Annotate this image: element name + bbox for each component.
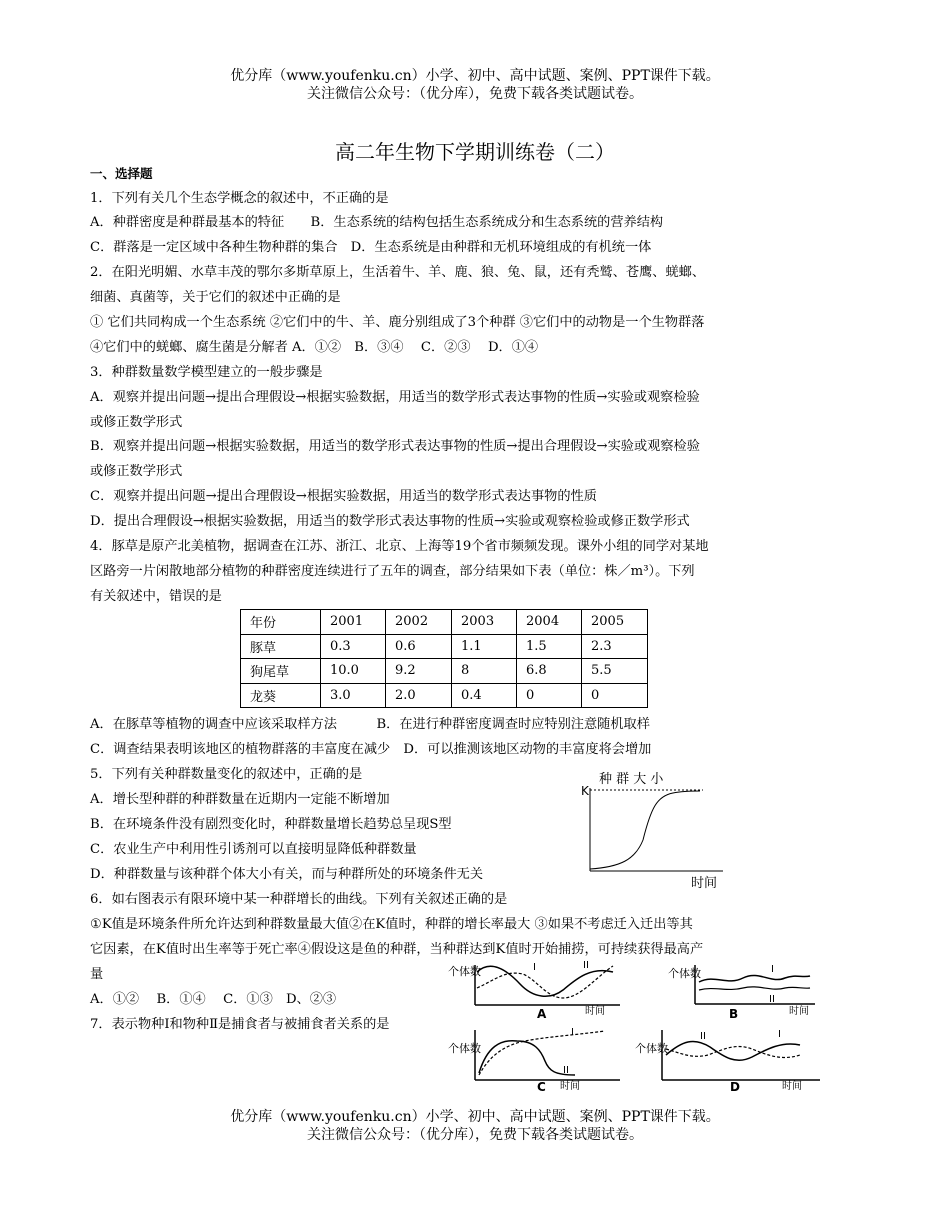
table-row [241, 683, 648, 708]
q6-statement-3: 量 [90, 967, 104, 982]
q3-option-a-2: 或修正数学形式 [90, 415, 183, 430]
curve-species-1 [479, 1031, 605, 1075]
panel-y-label: 个体数 [635, 1042, 668, 1055]
table-cell: 0.4 [452, 683, 517, 708]
species-1-label: I [571, 1027, 574, 1038]
graph-k-label: K [581, 784, 589, 798]
panel-x-label: 时间 [789, 1006, 809, 1017]
table-cell: 8 [452, 659, 517, 684]
species-2-label: II [700, 1031, 706, 1042]
q2-statements-1: ① 它们共同构成一个生态系统 ②它们中的牛、羊、鹿分别组成了3个种群 ③它们中的动物是一个生物群落 [90, 315, 705, 330]
curve-species-2 [666, 1047, 800, 1058]
table-cell: 0.3 [321, 634, 386, 659]
table-cell: 1.1 [452, 634, 517, 659]
table-cell: 2002 [386, 610, 452, 635]
table-cell: 年份 [241, 610, 321, 635]
q5-stem: 5．下列有关种群数量变化的叙述中，正确的是 [90, 767, 363, 782]
panel-letter: A [537, 1007, 547, 1020]
q4-stem-3: 有关叙述中，错误的是 [90, 589, 222, 604]
q6-options: A．①② B．①④ C．①③ D、②③ [90, 992, 337, 1007]
panel-letter: D [730, 1080, 740, 1094]
q7-stem: 7．表示物种Ⅰ和物种Ⅱ是捕食者与被捕食者关系的是 [90, 1017, 390, 1032]
curve-species-2 [477, 966, 613, 998]
q5-option-a: A．增长型种群的种群数量在近期内一定能不断增加 [90, 792, 390, 807]
panel-c-graph [445, 1025, 630, 1095]
header-line-1: 优分库（www.youfenku.cn）小学、初中、高中试题、案例、PPT课件下载。 [230, 68, 720, 84]
table-cell: 2.0 [386, 683, 452, 708]
header-line-2: 关注微信公众号：（优分库），免费下载各类试题试卷。 [307, 86, 643, 102]
table-cell: 6.8 [517, 659, 582, 684]
table-row [241, 634, 648, 659]
q1-options-cd: C．群落是一定区域中各种生物种群的集合 D．生态系统是由种群和无机环境组成的有机统一体 [90, 240, 652, 255]
table-cell: 0 [582, 683, 648, 708]
q2-statements-2: ④它们中的蜣螂、腐生菌是分解者 A．①② B．③④ C．②③ D．①④ [90, 340, 539, 355]
panel-y-label: 个体数 [668, 967, 701, 980]
panel-letter: C [537, 1080, 546, 1094]
table-cell: 3.0 [321, 683, 386, 708]
table-cell: 10.0 [321, 659, 386, 684]
table-cell: 0 [517, 683, 582, 708]
panel-a-graph [445, 960, 630, 1020]
q3-option-c: C．观察并提出问题→提出合理假设→根据实验数据，用适当的数学形式表达事物的性质 [90, 489, 597, 504]
graph-x-label: 时间 [691, 876, 718, 891]
panel-letter: B [729, 1007, 739, 1020]
table-cell: 2005 [582, 610, 648, 635]
species-1-label: I [778, 1029, 781, 1040]
s-curve-graph [575, 768, 735, 893]
table-cell: 1.5 [517, 634, 582, 659]
q1-options-ab: A．种群密度是种群最基本的特征 B．生态系统的结构包括生态系统成分和生态系统的营养结构 [90, 215, 664, 230]
section-heading: 一、选择题 [90, 166, 153, 181]
page-title: 高二年生物下学期训练卷（二） [335, 140, 615, 164]
species-1-label: I [533, 962, 536, 973]
table-cell: 豚草 [241, 634, 321, 659]
q4-stem-2: 区路旁一片闲散地部分植物的种群密度连续进行了五年的调查，部分结果如下表（单位：株／m³）。下列 [90, 564, 695, 579]
q4-stem-1: 4．豚草是原产北美植物，据调查在江苏、浙江、北京、上海等19个省市频频发现。课外小组的同学对某地 [90, 539, 709, 554]
table-cell: 2.3 [582, 634, 648, 659]
q3-option-d: D．提出合理假设→根据实验数据，用适当的数学形式表达事物的性质→实验或观察检验或修正数学形式 [90, 514, 690, 529]
s-curve [590, 791, 700, 869]
q5-option-b: B．在环境条件没有剧烈变化时，种群数量增长趋势总呈现S型 [90, 817, 452, 832]
q3-option-b-2: 或修正数学形式 [90, 464, 183, 479]
table-cell: 0.6 [386, 634, 452, 659]
table-cell: 2003 [452, 610, 517, 635]
q2-stem-2: 细菌、真菌等，关于它们的叙述中正确的是 [90, 290, 341, 305]
table-cell: 2001 [321, 610, 386, 635]
q5-option-d: D．种群数量与该种群个体大小有关，而与种群所处的环境条件无关 [90, 867, 484, 882]
species-2-label: II [563, 1065, 569, 1076]
q6-statement-2: 它因素，在K值时出生率等于死亡率④假设这是鱼的种群，当种群达到K值时开始捕捞，可持续获得最高产 [90, 942, 704, 957]
curve-species-2 [699, 987, 810, 990]
table-cell: 龙葵 [241, 683, 321, 708]
species-1-label: I [771, 964, 774, 975]
species-2-label: II [583, 960, 589, 971]
q4-options-ab: A．在豚草等植物的调查中应该采取样方法 B．在进行种群密度调查时应特别注意随机取样 [90, 717, 650, 732]
data-table [240, 609, 648, 708]
q1-stem: 1．下列有关几个生态学概念的叙述中，不正确的是 [90, 191, 389, 206]
q5-option-c: C．农业生产中利用性引诱剂可以直接明显降低种群数量 [90, 842, 417, 857]
panel-d-graph [632, 1025, 832, 1095]
panel-x-label: 时间 [782, 1081, 802, 1092]
table-cell: 9.2 [386, 659, 452, 684]
panel-y-label: 个体数 [448, 965, 481, 978]
panel-x-label: 时间 [560, 1081, 580, 1092]
footer-line-2: 关注微信公众号：（优分库），免费下载各类试题试卷。 [307, 1127, 643, 1143]
table-row [241, 659, 648, 684]
species-2-label: II [769, 994, 775, 1005]
table-header-row [241, 610, 648, 635]
q4-options-cd: C．调查结果表明该地区的植物群落的丰富度在减少 D．可以推测该地区动物的丰富度将会增加 [90, 742, 652, 757]
q3-option-b-1: B．观察并提出问题→根据实验数据，用适当的数学形式表达事物的性质→提出合理假设→实验或观察检验 [90, 439, 700, 454]
panel-x-label: 时间 [585, 1006, 605, 1017]
footer-line-1: 优分库（www.youfenku.cn）小学、初中、高中试题、案例、PPT课件下载。 [230, 1109, 720, 1125]
q6-stem: 6．如右图表示有限环境中某一种群增长的曲线。下列有关叙述正确的是 [90, 892, 508, 907]
table-cell: 2004 [517, 610, 582, 635]
q6-statement-1: ①K值是环境条件所允许达到种群数量最大值②在K值时，种群的增长率最大 ③如果不考虑迁入迁出等其 [90, 917, 693, 932]
curve-species-2 [479, 1041, 575, 1075]
table-cell: 5.5 [582, 659, 648, 684]
q3-option-a-1: A．观察并提出问题→提出合理假设→根据实验数据，用适当的数学形式表达事物的性质→实验或观察检验 [90, 390, 700, 405]
curve-species-1 [699, 975, 810, 982]
q3-stem: 3．种群数量数学模型建立的一般步骤是 [90, 365, 323, 380]
q2-stem-1: 2．在阳光明媚、水草丰茂的鄂尔多斯草原上，生活着牛、羊、鹿、狼、兔、鼠，还有秃鹫、苍鹰、蜣螂、 [90, 265, 706, 280]
graph-y-label: 种 群 大 小 [599, 772, 664, 787]
panel-y-label: 个体数 [448, 1042, 481, 1055]
table-cell: 狗尾草 [241, 659, 321, 684]
curve-species-1 [477, 966, 613, 996]
panel-b-graph [665, 960, 825, 1020]
